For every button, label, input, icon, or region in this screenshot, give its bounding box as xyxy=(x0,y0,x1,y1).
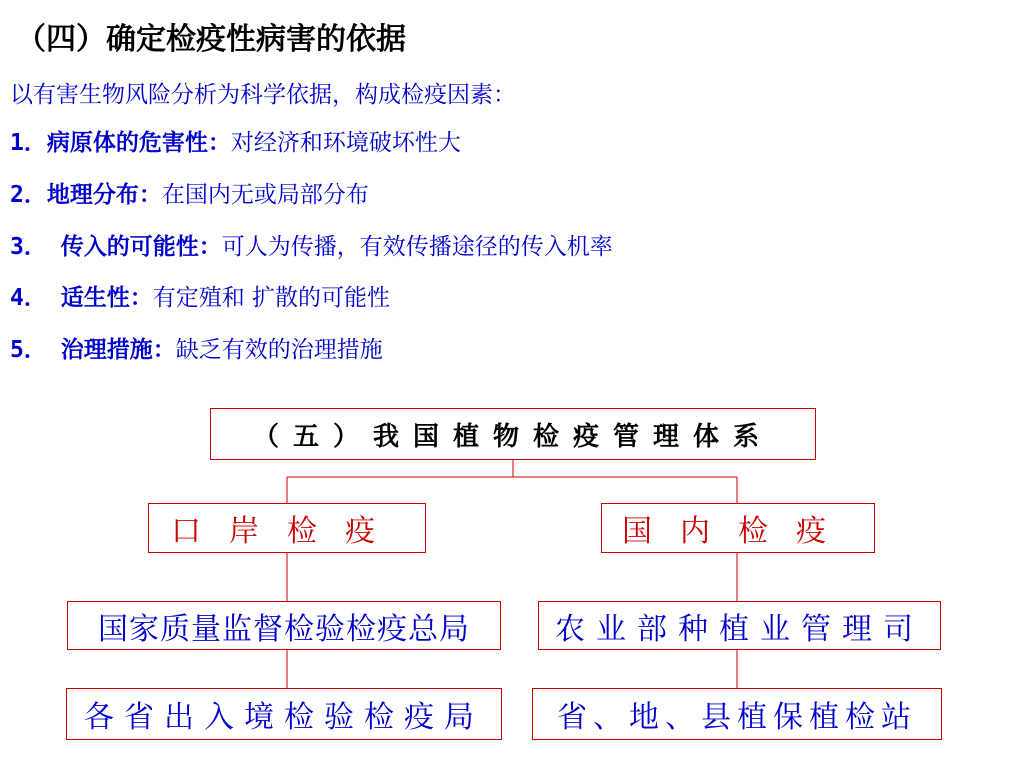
criterion-number: 1． xyxy=(10,130,47,156)
criterion-number: 3． xyxy=(10,234,61,260)
criterion-description: 可人为传播，有效传播途径的传入机率 xyxy=(221,234,613,260)
right-branch-box: 国内检疫 xyxy=(601,503,875,553)
criterion-description: 有定殖和 扩散的可能性 xyxy=(152,285,391,311)
criterion-number: 4． xyxy=(10,285,61,311)
criterion-label: 地理分布： xyxy=(46,182,162,208)
criterion-label: 适生性： xyxy=(60,285,153,311)
criterion-label: 传入的可能性： xyxy=(60,234,222,260)
left-level1-box: 国家质量监督检验检疫总局 xyxy=(67,601,501,650)
left-level2-box: 各省出入境检验检疫局 xyxy=(66,688,502,740)
criterion-label: 治理措施： xyxy=(60,337,176,363)
left-branch-box: 口岸检疫 xyxy=(148,503,426,553)
right-level1-box: 农业部种植业管理司 xyxy=(538,601,941,650)
diagram-root-box: （五）我国植物检疫管理体系 xyxy=(210,408,816,460)
right-level2-box: 省、地、县植保植检站 xyxy=(532,688,942,740)
criterion-label: 病原体的危害性： xyxy=(46,130,231,156)
intro-text: 以有害生物风险分析为科学依据，构成检疫因素： xyxy=(10,82,516,108)
criterion-description: 对经济和环境破坏性大 xyxy=(230,130,461,156)
criterion-description: 缺乏有效的治理措施 xyxy=(175,337,383,363)
criterion-number: 2． xyxy=(10,182,47,208)
criterion-description: 在国内无或局部分布 xyxy=(161,182,369,208)
criterion-number: 5． xyxy=(10,337,61,363)
page-title: （四）确定检疫性病害的依据 xyxy=(16,22,406,57)
